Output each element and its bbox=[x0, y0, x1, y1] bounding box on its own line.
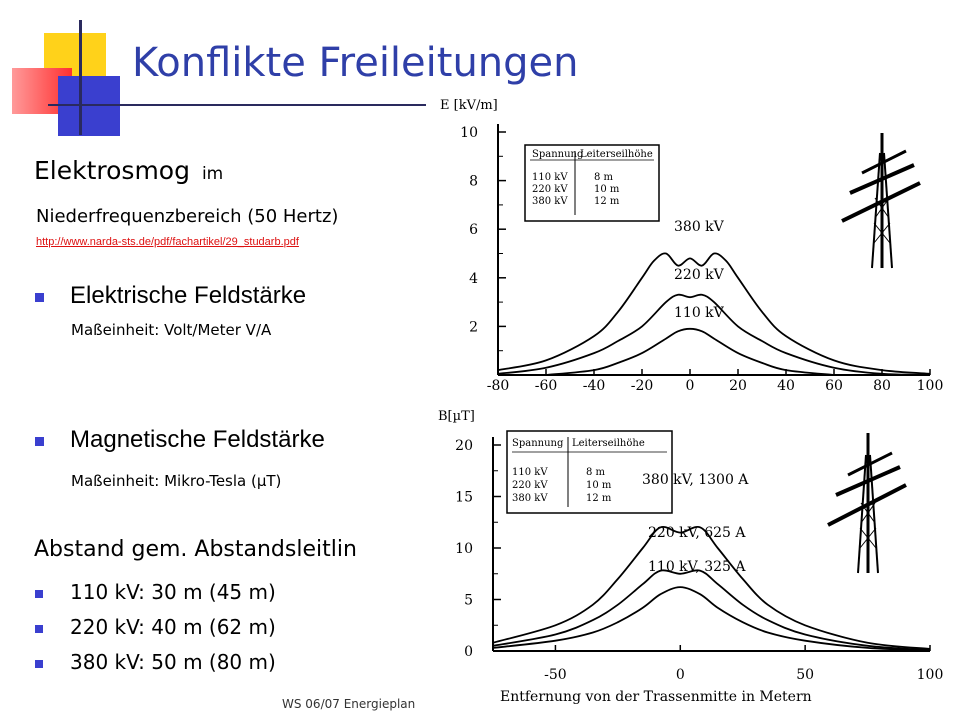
decor-vertical-line bbox=[79, 20, 82, 135]
series-line bbox=[493, 587, 930, 650]
power-pylon-icon bbox=[828, 433, 906, 573]
legend-header-height: Leiterseilhöhe bbox=[572, 438, 645, 449]
series-line bbox=[493, 570, 930, 650]
bullet-marker bbox=[35, 625, 43, 633]
distance-heading: Abstand gem. Abstandsleitlin bbox=[34, 537, 357, 562]
series-label: 110 kV bbox=[674, 305, 724, 321]
y-tick-label: 2 bbox=[469, 319, 478, 336]
magnetic-field-chart bbox=[430, 403, 950, 710]
legend-header-voltage: Spannung bbox=[512, 438, 564, 449]
bullet-marker bbox=[35, 293, 44, 302]
x-tick-label: 100 bbox=[916, 378, 944, 394]
slide-title: Konflikte Freileitungen bbox=[132, 40, 579, 86]
electric-field-chart-panel bbox=[430, 97, 950, 399]
y-tick-label: 8 bbox=[469, 173, 478, 190]
x-tick-label: 20 bbox=[729, 378, 747, 394]
legend-voltage: 220 kV bbox=[532, 184, 568, 195]
series-label: 110 kV, 325 A bbox=[648, 559, 746, 575]
x-tick-label: 80 bbox=[873, 378, 891, 394]
source-link[interactable]: http://www.narda-sts.de/pdf/fachartikel/29_studarb.pdf bbox=[36, 236, 299, 248]
legend-height: 12 m bbox=[594, 196, 620, 207]
legend-voltage: 380 kV bbox=[512, 493, 548, 504]
intro-subline: Niederfrequenzbereich (50 Hertz) bbox=[36, 206, 339, 227]
series-line bbox=[546, 329, 834, 375]
x-tick-label: 40 bbox=[777, 378, 795, 394]
intro-heading-suffix: im bbox=[201, 164, 224, 184]
series-label: 380 kV, 1300 A bbox=[642, 472, 749, 488]
x-tick-label: -20 bbox=[630, 378, 654, 394]
x-tick-label: 0 bbox=[685, 378, 695, 394]
bullet-electric-unit: Maßeinheit: Volt/Meter V/A bbox=[71, 321, 272, 339]
y-tick-label: 10 bbox=[455, 541, 473, 557]
bullet-marker bbox=[35, 660, 43, 668]
x-tick-label: -80 bbox=[486, 378, 510, 394]
intro-heading bbox=[34, 156, 223, 185]
x-tick-label: -40 bbox=[582, 378, 606, 394]
intro-heading-text: Elektrosmog bbox=[34, 156, 190, 185]
distance-item-380: 380 kV: 50 m (80 m) bbox=[70, 650, 276, 674]
legend-voltage: 220 kV bbox=[512, 480, 548, 491]
distance-item-110: 110 kV: 30 m (45 m) bbox=[70, 580, 276, 604]
bullet-marker bbox=[35, 590, 43, 598]
bullet-magnetic-label: Magnetische Feldstärke bbox=[70, 426, 325, 453]
legend-height: 8 m bbox=[586, 467, 606, 478]
legend-height: 10 m bbox=[594, 184, 620, 195]
y-tick-label: 10 bbox=[460, 125, 478, 141]
decor-blue-square bbox=[58, 76, 120, 136]
magnetic-field-chart-panel bbox=[430, 403, 950, 710]
x-tick-label: 60 bbox=[825, 378, 843, 394]
power-pylon-icon bbox=[842, 133, 920, 268]
bullet-electric-label: Elektrische Feldstärke bbox=[70, 282, 307, 309]
bullet-marker bbox=[35, 437, 44, 446]
legend-voltage: 110 kV bbox=[532, 172, 568, 183]
x-tick-label: 50 bbox=[796, 667, 815, 683]
legend-height: 12 m bbox=[586, 493, 612, 504]
series-label: 220 kV bbox=[674, 267, 724, 283]
electric-field-chart bbox=[430, 97, 950, 399]
y-tick-label: 4 bbox=[469, 270, 478, 287]
y-tick-label: 5 bbox=[464, 592, 473, 609]
distance-item-220: 220 kV: 40 m (62 m) bbox=[70, 615, 276, 639]
legend-header-height: Leiterseilhöhe bbox=[580, 149, 653, 160]
x-tick-label: -60 bbox=[534, 378, 558, 394]
x-axis-title: Entfernung von der Trassenmitte in Metern bbox=[500, 689, 812, 705]
y-tick-label: 20 bbox=[455, 438, 473, 454]
series-label: 380 kV bbox=[674, 219, 724, 235]
series-line bbox=[493, 527, 930, 649]
bullet-magnetic-unit: Maßeinheit: Mikro-Tesla (µT) bbox=[71, 472, 282, 490]
y-tick-label: 15 bbox=[455, 489, 473, 506]
y-tick-label: 6 bbox=[469, 222, 478, 239]
series-label: 220 kV, 625 A bbox=[648, 525, 746, 541]
y-axis-title: B[µT] bbox=[438, 409, 475, 424]
decor-horizontal-line bbox=[48, 104, 426, 106]
y-axis-title: E [kV/m] bbox=[440, 98, 498, 113]
x-tick-label: 100 bbox=[916, 667, 944, 683]
legend-header-voltage: Spannung bbox=[532, 149, 584, 160]
footer-text: WS 06/07 Energieplan bbox=[282, 697, 416, 711]
y-tick-label: 0 bbox=[464, 644, 473, 660]
legend-voltage: 110 kV bbox=[512, 467, 548, 478]
x-tick-label: -50 bbox=[544, 667, 567, 683]
legend-height: 10 m bbox=[586, 480, 612, 491]
legend-height: 8 m bbox=[594, 172, 614, 183]
legend-voltage: 380 kV bbox=[532, 196, 568, 207]
x-tick-label: 0 bbox=[675, 667, 685, 683]
